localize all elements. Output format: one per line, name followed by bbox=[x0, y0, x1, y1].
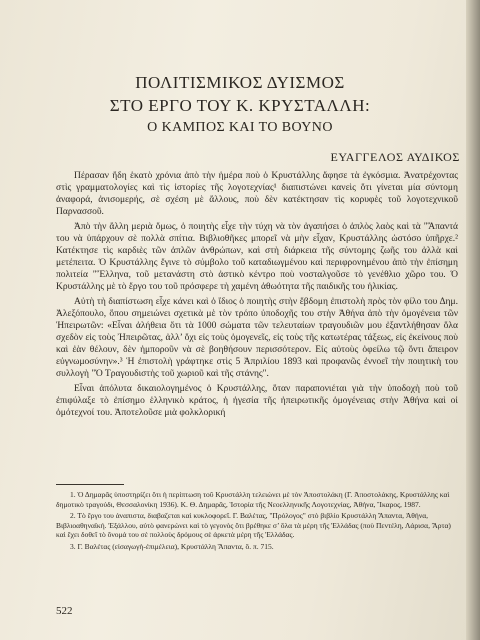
author-name: ΕΥΑΓΓΕΛΟΣ ΑΥΔΙΚΟΣ bbox=[330, 150, 460, 164]
footnotes bbox=[56, 490, 458, 554]
article-title-line-1: ΠΟΛΙΤΙΣΜΙΚΟΣ ΔΥΙΣΜΟΣ bbox=[135, 73, 345, 92]
body-text bbox=[56, 170, 458, 422]
footnote-3: 3. Γ. Βαλέτας (εἰσαγωγὴ-ἐπιμέλεια), Κρυστάλλη Ἅπαντα, ὅ. π. 715. bbox=[70, 541, 274, 551]
paragraph-4: Εἶναι ἀπόλυτα δικαιολογημένος ὁ Κρυστάλλης, ὅταν παραπονιέται γιὰ τὴν ὑποδοχὴ ποὺ τοῦ ἐπιφύλαξε τὸ ἐπίσημο ἑλληνικὸ κράτος, ἡ ἡγεσία τῆς ἠπειρωτικῆς ὁμογένειας στὴν Ἀθήνα καὶ οἱ ὁμότεχνοί του. Ἀποτελοῦσε μιὰ φολκλορική bbox=[56, 384, 458, 418]
paragraph-2: Ἀπὸ τὴν ἄλλη μεριὰ ὅμως, ὁ ποιητὴς εἶχε τὴν τύχη νὰ τὸν ἀγαπήσει ὁ ἁπλὸς λαὸς καὶ τὰ "Ἅπαντά του νὰ ὑπάρχουν σὲ πολλὰ σπίτια. Βιβλιοθῆκες μπορεῖ νὰ μὴν εἶχαν, Κρυστάλλης ὡστόσο ὑπῆρχε.² Κατέκτησε τὶς καρδιὲς τῶν ἁπλῶν ἀνθρώπων, καὶ στὴ διάρκεια τῆς σύντομης ζωῆς του ἀλλὰ καὶ μετέπειτα. Ὁ Κρυστάλλης ἔγινε τὸ σύμβολο τοῦ καταδιωγμένου καὶ περιφρονημένου ἀπὸ τὴν ἐπίσημη πολιτεία "Ἕλληνα, τοῦ μετανάστη στὸ ἀστικὸ κέντρο ποὺ νοσταλγοῦσε τὸ γενέθλιο χῶρο του. Ὁ Κρυστάλλης μὲ τὸ ἔργο του τοῦ πρόσφερε τὴ χαμένη ἀθωότητα τῆς παιδικῆς του ἡλικίας. bbox=[56, 222, 458, 292]
paragraph-1: Πέρασαν ἤδη ἑκατὸ χρόνια ἀπὸ τὴν ἡμέρα ποὺ ὁ Κρυστάλλης ἄφησε τὰ ἐγκόσμια. Ἀνατρέχοντας στὶς γραμματολογίες καὶ τὶς ἱστορίες τῆς λογοτεχνίας¹ διαπιστώνει κανεὶς ὅτι γίνεται μία σύντομη ἀναφορά, ἀνισομερής, σὲ σχέση μὲ ἄλλους, ποὺ δὲν κατέκτησαν τὶς κορυφὲς τοῦ λογοτεχνικοῦ Παρνασσοῦ. bbox=[56, 171, 458, 217]
paragraph-3: Αὐτὴ τὴ διαπίστωση εἶχε κάνει καὶ ὁ ἴδιος ὁ ποιητὴς στὴν ἕβδομη ἐπιστολὴ πρὸς τὸν φίλο του Δημ. Ἀλεξόπουλο, ὅπου σημειώνει σχετικὰ μὲ τὸν τρόπο ὑποδοχῆς του στὴν Ἀθήνα ἀπὸ τὴν ὁμογένεια τῶν Ἠπειρωτῶν: «Εἶναι ἀλήθεια ὅτι τὰ 1000 σώματα τῶν τελευταίων τραγουδιῶν μου ἐξαντλήθησαν ὅλα σχεδὸν εἰς τοὺς Ἠπειρῶτας, ἀλλ’ ὄχι εἰς τοὺς ὁμογενεῖς, εἰς τοὺς τῆς κατωτέρας τάξεως, εἰς ἐκείνους ποὺ καὶ ἐὰν θέλουν, δὲν ἠμποροῦν νὰ σὲ βοηθήσουν περισσότερον. Εἰς αὐτοὺς ὀφείλω τῷ ὄντι ἄπειρον εὐγνωμοσύνην».³ Ἡ ἐπιστολὴ γράφτηκε στὶς 5 Ἀπριλίου 1893 καὶ προφανῶς ἐννοεῖ τὴν ποιητικὴ του συλλογὴ "Ὁ Τραγουδιστὴς τοῦ χωριοῦ καὶ τῆς στάνης". bbox=[56, 297, 458, 379]
footnote-divider bbox=[56, 484, 124, 485]
footnote-2: 2. Τὸ ἔργο του ἀναπιστα, διαβαζεται καὶ κυκλοφορεῖ. Γ. Βαλέτας, "Πρόλογος" στὸ βιβλίο Κρυστάλλη Ἅπαντα, Ἀθήνα, Βιβλιοαθηναϊκή. Ἐξάλλου, αὐτὸ φανερώνει καὶ τὸ γεγονὸς ὅτι βρέθηκε σ’ ὅλα τὰ μέρη τῆς Ἑλλάδας (ποὺ Πεντέλη, Λάρισα, Ἄρτα) καὶ ἔχει δοθεῖ τὸ ὄνομά του σὲ πολλοὺς δρόμους σὲ ἀρκετὰ μέρη τῆς Ἑλλάδας. bbox=[56, 511, 451, 540]
article-title-line-2: ΣΤΟ ΕΡΓΟ ΤΟΥ Κ. ΚΡΥΣΤΑΛΛΗ: bbox=[109, 96, 371, 115]
footnote-1: 1. Ὁ Δημαρᾶς ὑποστηρίζει ὅτι ἡ περίπτωση τοῦ Κρυστάλλη τελειώνει μὲ τὸν Ἀποστολάκη (Γ. Ἀποστολάκης, Κρυστάλλης καὶ δημοτικὸ τραγούδι, Θεσσαλονίκη 1936). Κ. Θ. Δημαρᾶς, Ἱστορία τῆς Νεοελληνικῆς Λογοτεχνίας, Ἀθήνα, Ἴκαρος, 1987. bbox=[56, 490, 450, 509]
page-number: 522 bbox=[56, 605, 73, 617]
article-subtitle: Ο ΚΑΜΠΟΣ ΚΑΙ ΤΟ ΒΟΥΝΟ bbox=[147, 120, 333, 135]
